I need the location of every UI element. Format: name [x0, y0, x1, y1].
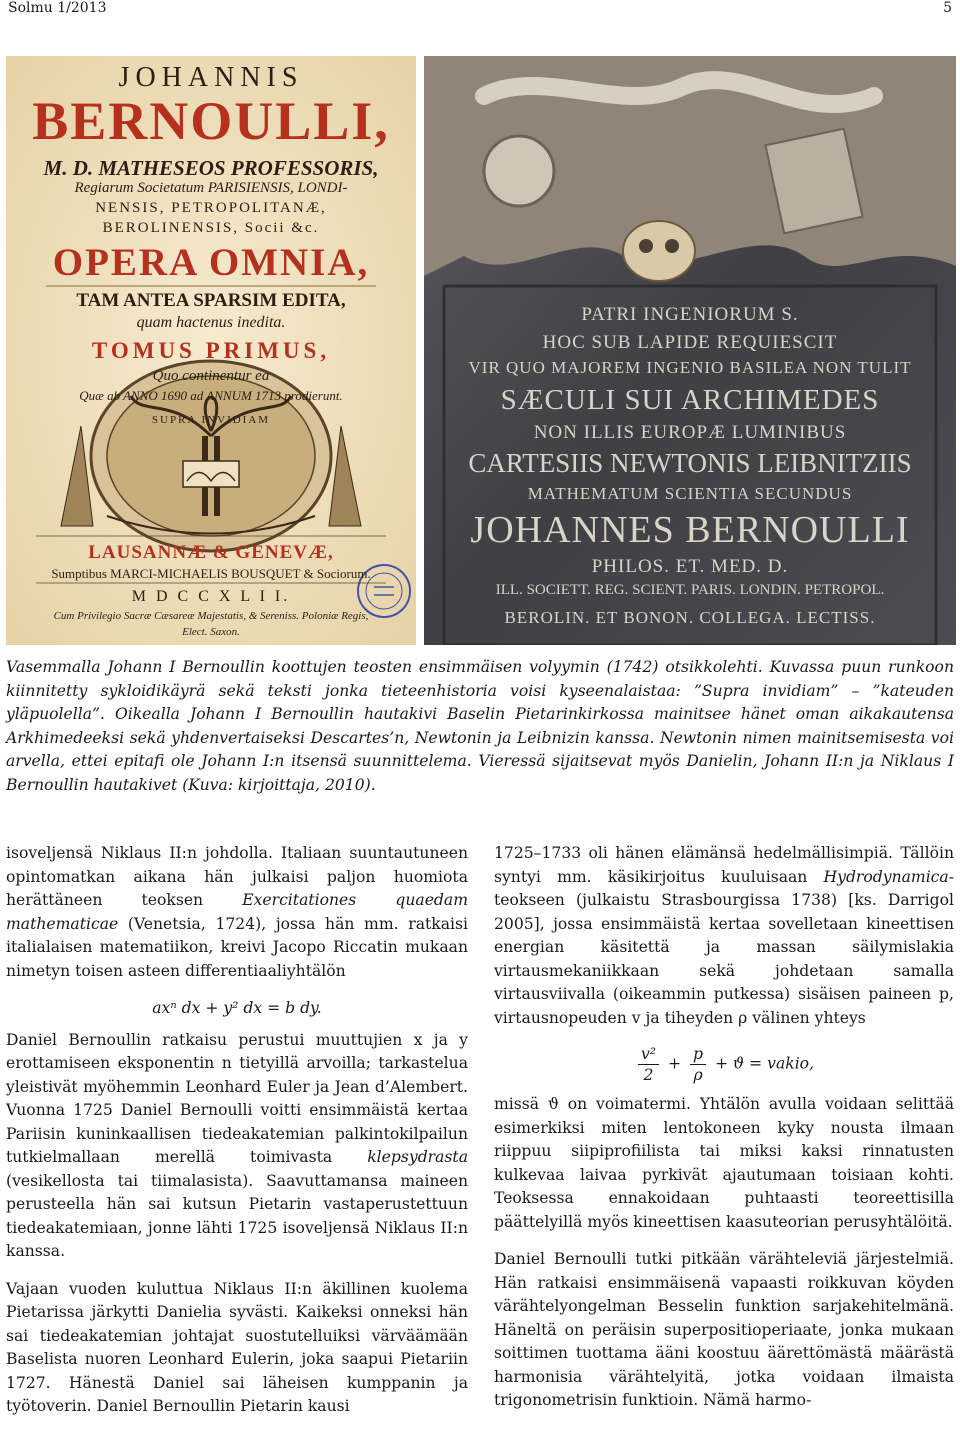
title-publisher: Sumptibus MARCI-MICHAELIS BOUSQUET & Sociorum.: [51, 566, 371, 581]
title-inedita: quam hactenus inedita.: [136, 314, 286, 331]
epitaph-line-10: ILL. SOCIETT. REG. SCIENT. PARIS. LONDIN. PETROPOL.: [495, 582, 885, 598]
title-place: LAUSANNÆ & GENEVÆ,: [88, 542, 334, 563]
fraction-v2-over-2: $\frac{\text{v²}}{2}$: [638, 1044, 659, 1085]
right-paragraph-2: missä ϑ on voimatermi. Yhtälön avulla voidaan selittää esimerkiksi miten lentokoneen kyky nousta ilmaan riippuu siipiprofiilista tai miksi kaksi rinnatusten kulkevaa laivaa pyrkivät ajautumaan toisiaan kohti. Teoksessa ennakoidaan puhtaasti teoreettisilla päättelyillä myös kineettisen kaasuteorian perusyhtälöitä.: [494, 1095, 954, 1231]
left-p1-text-b: (Venetsia, 1724), jossa hän mm. ratkaisi italialaisen matematiikon, kreivi Jacopo Riccatin mukaan nimetyn toisen asteen differentiaaliyhtälön: [6, 914, 468, 980]
title-societies-3: BEROLINENSIS, Socii &c.: [102, 220, 320, 236]
bernoulli-equation: [494, 1044, 954, 1085]
left-p1-book-title: Exercitationes quaedam mathematicae: [6, 891, 468, 933]
vignette-motto: SUPRA INVIDIAM: [151, 414, 271, 426]
left-column: [6, 842, 468, 1433]
figure-caption: Vasemmalla Johann I Bernoullin koottujen teosten ensimmäisen volyymin (1742) otsikkolehti. Kuvassa puun runkoon kiinnitetty sykloidikäyrä sekä teksti jonka tieteenhistoria voisi kyseenalaistaa: ”Supra invidiam” – ”kateuden yläpuolella”. Oikealla Johann I Bernoullin hautakivi Baselin Pietarinkirkossa mainitsee hänet oman aikakautensa Arkhimedeeksi sekä yhdenvertaiseksi Descartes’n, Newtonin ja Leibnizin kanssa. Newtonin nimen mainitsemisesta voi arvella, ettei epitafi ole Johann I:n itsensä suunnittelema. Vieressä sijaitsevat myös Danielin, Johann II:n ja Niklaus I Bernoullin hautakivet (Kuva: kirjoittaja, 2010).: [6, 658, 954, 794]
riccati-equation: axⁿ dx + y² dx = b dy.: [152, 999, 322, 1017]
right-p1-book-title: Hydrodynamica: [823, 867, 949, 886]
right-paragraph-1: [494, 842, 954, 1030]
page-number: 5: [943, 0, 952, 16]
epitaph-line-9: PHILOS. ET. MED. D.: [591, 556, 789, 577]
right-paragraph-3: Daniel Bernoulli tutki pitkään värähteleviä järjestelmiä. Hän ratkaisi ensimmäisenä vapaasti roikkuvan köyden värähtelyongelman Besselin funktion sarjakehitelmänä. Häneltä on peräisin superpositioperiaate, jonka mukaan soittimen tuottama ääni koostuu äärettömästä määrästä harmonisia värähtelyitä, jotka voidaan ilmaista trigonometrisin funktioin. Nämä harmo-: [494, 1250, 954, 1409]
left-p2-italic: klepsydrasta: [367, 1148, 468, 1166]
epitaph-line-5: NON ILLIS EUROPÆ LUMINIBUS: [533, 422, 847, 443]
right-p1-text-a: 1725–1733 oli hänen elämänsä hedelmällisimpiä. Tällöin syntyi mm. käsikirjoitus kuuluisaan: [494, 844, 954, 886]
title-page-image: [6, 56, 416, 645]
gravestone-image: [424, 56, 956, 645]
title-opera-omnia: OPERA OMNIA,: [52, 241, 370, 284]
title-year: M D C C X L I I.: [131, 588, 291, 605]
title-bernoulli: BERNOULLI,: [32, 91, 390, 151]
running-header: [0, 0, 960, 24]
left-paragraph-3: Vajaan vuoden kuluttua Niklaus II:n äkillinen kuolema Pietarissa järkytti Danielia syvästi. Kaikeksi onneksi hän sai tiedeakatemian johtajat suostutelluiksi värväämään Baselista nuoren Leonhard Eulerin, joka saapui Pietariin 1727. Hänestä Daniel sai läheisen kumppanin ja työtoverin. Daniel Bernoullin Pietarin kausi: [6, 1279, 468, 1415]
title-tomus-primus: TOMUS PRIMUS,: [91, 338, 331, 363]
epitaph-line-2: HOC SUB LAPIDE REQUIESCIT: [542, 332, 838, 353]
left-paragraph-1: [6, 842, 468, 983]
right-column: [494, 842, 954, 1427]
left-p2-text-a: Daniel Bernoullin ratkaisu perustui muuttujien x ja y erottamiseen eksponentin n tietyillä arvoilla; tarkastelua yleistivät myöhemmin Leonhard Euler ja Jean d’Alembert. Vuonna 1725 Daniel Bernoulli voitti ensimmäistä kertaa Pariisin kuninkaallisen tiedeakatemian palkintokilpailun tutkielmallaan merellä toimivasta: [6, 1030, 468, 1166]
journal-issue: Solmu 1/2013: [8, 0, 107, 16]
left-p2-text-b: (vesikellosta tai tiimalasista). Saavuttamansa maineen perusteella hän sai kutsun Pietarin vastaperustettuun tiedeakatemiaan, jonne lähti 1725 isoveljensä Niklaus II:n kanssa.: [6, 1171, 468, 1260]
epitaph-line-3: VIR QUO MAJOREM INGENIO BASILEA NON TULIT: [468, 358, 912, 377]
title-elect: Elect. Saxon.: [182, 626, 240, 638]
epitaph-line-4: SÆCULI SUI ARCHIMEDES: [500, 384, 880, 416]
epitaph-line-8: JOHANNES BERNOULLI: [470, 509, 910, 551]
epitaph-line-7: MATHEMATUM SCIENTIA SECUNDUS: [527, 484, 853, 503]
title-privilege: Cum Privilegio Sacræ Cæsareæ Majestatis, & Sereniss. Poloniæ Regis,: [53, 610, 369, 622]
title-continentur: Quo continentur ea: [152, 368, 270, 384]
title-professor: M. D. MATHESEOS PROFESSORIS,: [43, 156, 379, 180]
epitaph-line-1: PATRI INGENIORUM S.: [581, 304, 799, 325]
left-paragraph-2: [6, 1029, 468, 1264]
title-societies-1: Regiarum Societatum PARISIENSIS, LONDI-: [74, 180, 348, 196]
eq-plus: +: [667, 1054, 682, 1073]
epitaph-line-11: BEROLIN. ET BONON. COLLEGA. LECTISS.: [504, 608, 876, 627]
title-johannis: JOHANNIS: [118, 62, 304, 93]
title-societies-2: NENSIS, PETROPOLITANÆ,: [95, 200, 327, 216]
epitaph-line-6: CARTESIIS NEWTONIS LEIBNITZIIS: [468, 448, 912, 478]
right-p1-text-b: -teokseen (julkaistu Strasbourgissa 1738) [ks. Darrigol 2005], jossa ensimmäistä kertaa sovelletaan kineettisen energian käsitettä ja massan säilymislakia virtausmekaniikkaan sekä johdetaan samalla virtausviivalla (oikeammin putkessa) sisäisen paineen p, virtausnopeuden v ja tiheyden ρ välinen yhteys: [494, 867, 954, 1027]
title-edita: TAM ANTEA SPARSIM EDITA,: [76, 290, 346, 311]
left-p1-text-a: isoveljensä Niklaus II:n johdolla. Italiaan suuntautuneen opintomatkan aikana hän julkaisi paljon huomiota herättäneen teoksen: [6, 844, 468, 909]
title-years: Quæ ab ANNO 1690 ad ANNUM 1713 prodierunt.: [79, 388, 343, 403]
fraction-p-over-rho: $\frac{p}{\rho}$: [690, 1044, 706, 1085]
eq-rest: + ϑ = vakio,: [714, 1054, 815, 1073]
